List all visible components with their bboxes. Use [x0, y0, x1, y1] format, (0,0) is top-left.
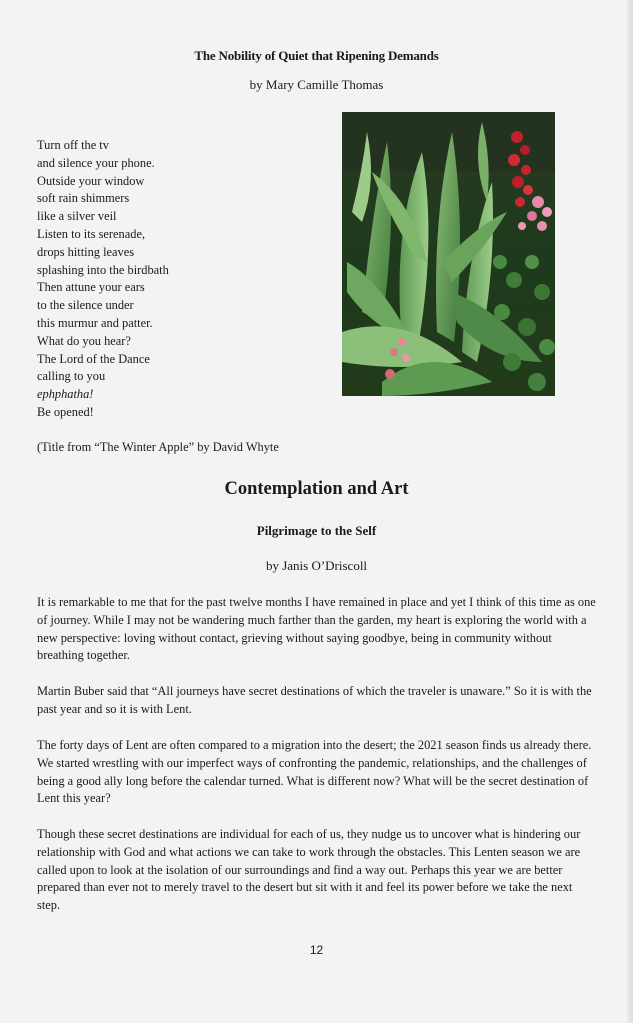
poem-line: to the silence under — [37, 298, 134, 313]
poem-line: drops hitting leaves — [37, 244, 135, 259]
poem-line: Turn off the tv — [37, 138, 109, 152]
poem-line: soft rain shimmers — [37, 191, 130, 206]
article-title: Pilgrimage to the Self — [256, 523, 377, 538]
poem-line: Outside your window — [37, 173, 145, 188]
section-title: Contemplation and Art — [224, 479, 409, 499]
article-paragraph: It is remarkable to me that for the past twelve months I have remained in place and yet I think of this time as one of journey. While I may not be wandering much farther than the garden, my heart is exploring the world with a new perspective: loving without contact, grieving without saying goodbye, being in community without breathing together. — [37, 595, 596, 663]
garden-photo — [342, 112, 555, 396]
poem-line: Listen to its serenade, — [37, 226, 146, 241]
poem-line: What do you hear? — [37, 333, 131, 348]
article-paragraph: The forty days of Lent are often compared to a migration into the desert; the 2021 season finds us already there. We started wrestling with our imperfect ways of confronting the pandemic, relationships, and the challenges of being a good ally long before the calendar turned. What is different now? What will be the secret destination of Lent this year? — [37, 738, 592, 806]
poem-line: ephphatha! — [37, 387, 94, 402]
poem-line: Then attune your ears — [37, 280, 145, 295]
page-edge-shadow — [627, 0, 633, 1023]
page-number: 12 — [309, 943, 324, 957]
article-paragraph: Though these secret destinations are individual for each of us, they nudge us to uncover what is hindering our relationship with God and what actions we can take to work through the obstacles. This Lenten season we are called upon to look at the isolation of our surroundings and find a way out. Perhaps this year we are better prepared than ever not to merely travel to the desert but sit with it and feel its power before we take the next step. — [37, 827, 581, 913]
poem-line: calling to you — [37, 369, 106, 384]
poem-title: The Nobility of Quiet that Ripening Demands — [194, 48, 439, 63]
article-paragraph: Martin Buber said that “All journeys have secret destinations of which the traveler is unaware.” So it is with the past year and so it is with Lent. — [37, 684, 592, 716]
poem-line: Be opened! — [37, 404, 94, 419]
poem-author: by Mary Camille Thomas — [249, 77, 384, 92]
poem-line: splashing into the birdbath — [37, 262, 169, 277]
poem-line: like a silver veil — [37, 209, 117, 224]
poem-line: The Lord of the Dance — [37, 351, 150, 366]
poem-line: and silence your phone. — [37, 155, 155, 170]
poem-line: this murmur and patter. — [37, 315, 153, 330]
article-author: by Janis O’Driscoll — [265, 558, 368, 573]
poem-title-source-note: (Title from “The Winter Apple” by David Whyte — [37, 440, 279, 454]
poem-body — [37, 137, 327, 422]
